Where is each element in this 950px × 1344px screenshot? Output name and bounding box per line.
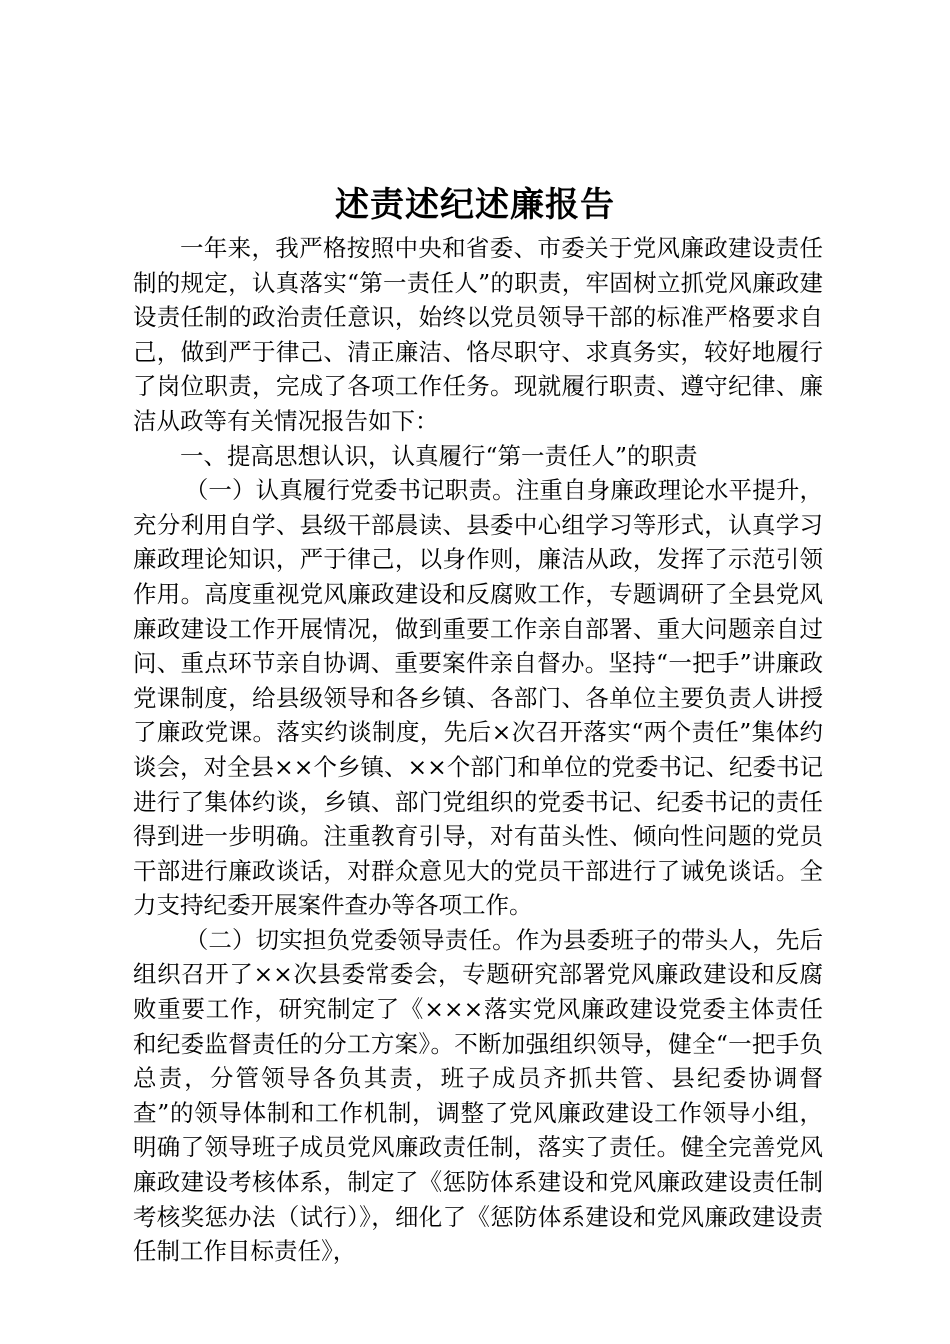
document-title: 述责述纪述廉报告 bbox=[335, 185, 615, 225]
paragraph-intro: 一年来，我严格按照中央和省委、市委关于党风廉政建设责任制的规定，认真落实“第一责任人”的职责，牢固树立抓党风廉政建设责任制的政治责任意识，始终以党员领导干部的标准严格要求自己，做到严于律己、清正廉洁、恪尽职守、求真务实，较好地履行了岗位职责，完成了各项工作任务。现就履行职责、遵守纪律、廉洁从政等有关情况报告如下： bbox=[133, 234, 823, 435]
document-body bbox=[133, 231, 823, 1269]
paragraph-subsection-1: （一）认真履行党委书记职责。注重自身廉政理论水平提升，充分利用自学、县级干部晨读、县委中心组学习等形式，认真学习廉政理论知识，严于律己，以身作则，廉洁从政，发挥了示范引领作用。高度重视党风廉政建设和反腐败工作，专题调研了全县党风廉政建设工作开展情况，做到重要工作亲自部署、重大问题亲自过问、重点环节亲自协调、重要案件亲自督办。坚持“一把手”讲廉政党课制度，给县级领导和各乡镇、各部门、各单位主要负责人讲授了廉政党课。落实约谈制度，先后×次召开落实“两个责任”集体约谈会，对全县××个乡镇、××个部门和单位的党委书记、纪委书记进行了集体约谈，乡镇、部门党组织的党委书记、纪委书记的责任得到进一步明确。注重教育引导，对有苗头性、倾向性问题的党员干部进行廉政谈话，对群众意见大的党员干部进行了诫免谈话。全力支持纪委开展案件查办等各项工作。 bbox=[133, 476, 823, 920]
paragraph-subsection-2: （二）切实担负党委领导责任。作为县委班子的带头人，先后组织召开了××次县委常委会，专题研究部署党风廉政建设和反腐败重要工作，研究制定了《×××落实党风廉政建设党委主体责任和纪委监督责任的分工方案》。不断加强组织领导，健全“一把手负总责，分管领导各负其责，班子成员齐抓共管、县纪委协调督查”的领导体制和工作机制，调整了党风廉政建设工作领导小组，明确了领导班子成员党风廉政责任制，落实了责任。健全完善党风廉政建设考核体系，制定了《惩防体系建设和党风廉政建设责任制考核奖惩办法（试行）》，细化了《惩防体系建设和党风廉政建设责任制工作目标责任》， bbox=[133, 925, 823, 1266]
section-heading-1: 一、提高思想认识，认真履行“第一责任人”的职责 bbox=[180, 441, 698, 470]
